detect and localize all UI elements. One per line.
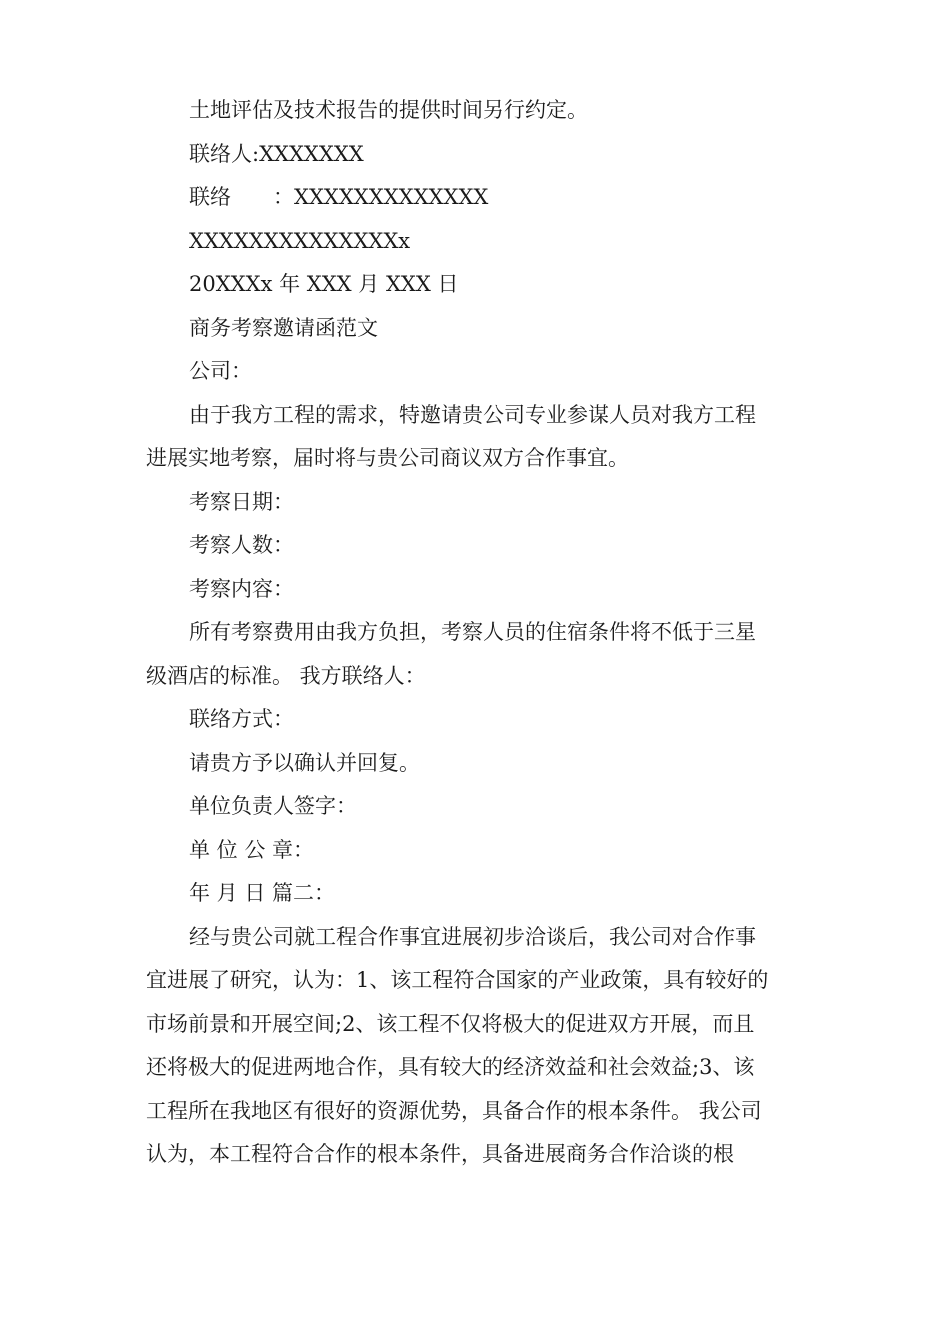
date-line: 年 月 日 篇二：: [189, 881, 336, 905]
paragraph-line: 联络 ：XXXXXXXXXXXXX: [189, 185, 489, 209]
paragraph-line: 请贵方予以确认并回复。: [189, 750, 420, 775]
field-label: 考察日期：: [189, 489, 294, 514]
field-label: 单位负责人签字：: [189, 794, 357, 818]
salutation: 公司：: [189, 359, 252, 383]
paragraph-line: 工程所在我地区有很好的资源优势，具备合作的根本条件。 我公司: [146, 1098, 762, 1123]
paragraph-line: 市场前景和开展空间;2、该工程不仅将极大的促进双方开展，而且: [146, 1011, 755, 1036]
date-line: 20XXXx 年 XXX 月 XXX 日: [189, 272, 459, 296]
paragraph-line: 联络人:XXXXXXX: [189, 141, 364, 166]
field-label: 单 位 公 章：: [189, 837, 315, 862]
field-label: 考察人数：: [189, 533, 294, 557]
paragraph-line: 认为，本工程符合合作的根本条件，具备进展商务合作洽谈的根: [146, 1142, 734, 1166]
paragraph-line: 经与贵公司就工程合作事宜进展初步洽谈后，我公司对合作事: [189, 924, 756, 949]
paragraph-line: 级酒店的标准。 我方联络人：: [146, 663, 426, 688]
paragraph-line: 宜进展了研究，认为：1、该工程符合国家的产业政策，具有较好的: [146, 968, 769, 992]
field-label: 考察内容：: [189, 576, 294, 601]
paragraph-line: 所有考察费用由我方负担，考察人员的住宿条件将不低于三星: [189, 620, 756, 644]
paragraph-line: 土地评估及技术报告的提供时间另行约定。: [189, 98, 588, 122]
field-label: 联络方式：: [189, 707, 294, 731]
paragraph-line: XXXXXXXXXXXXXXx: [189, 228, 411, 253]
document-body: [146, 89, 806, 1177]
section-title: 商务考察邀请函范文: [189, 315, 378, 340]
paragraph-line: 由于我方工程的需求，特邀请贵公司专业参谋人员对我方工程: [189, 402, 756, 427]
paragraph-line: 进展实地考察，届时将与贵公司商议双方合作事宜。: [146, 446, 629, 470]
paragraph-line: 还将极大的促进两地合作，具有较大的经济效益和社会效益;3、该: [146, 1055, 755, 1079]
